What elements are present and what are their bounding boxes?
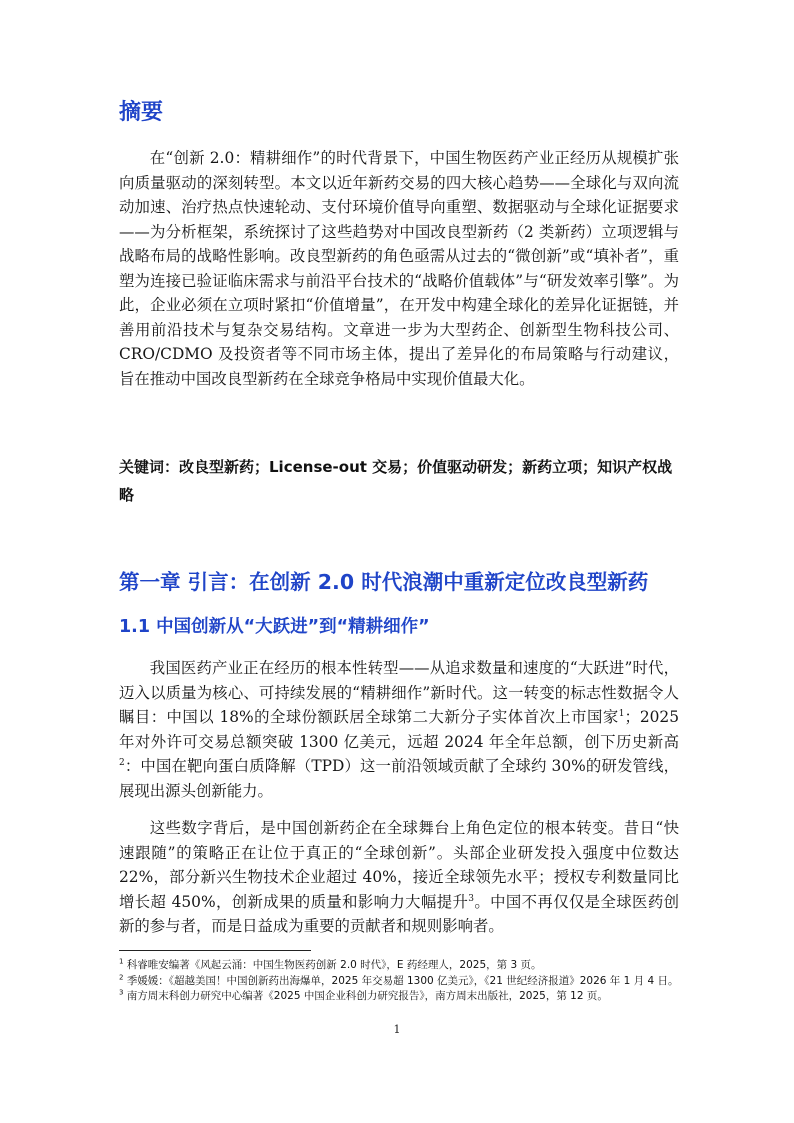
section-paragraph-2 bbox=[119, 816, 679, 939]
paragraph-text: 我国医药产业正在经历的根本性转型——从追求数量和速度的“大跃进”时代，迈入以质量为核心、可持续发展的“精耕细作”新时代。这一转变的标志性数据令人瞩目：中国以 18%的全球份额跃居全球第二大新分子实体首次上市国家 bbox=[119, 659, 679, 726]
footnote-mark: 3 bbox=[119, 988, 124, 997]
footnote-mark: 1 bbox=[119, 957, 124, 966]
footnote-mark: 2 bbox=[119, 973, 124, 981]
footnote-item bbox=[119, 958, 679, 974]
page-number: 1 bbox=[393, 1023, 401, 1036]
footnote-ref[interactable]: 2 bbox=[119, 757, 125, 768]
footnote-ref[interactable]: 3 bbox=[468, 893, 474, 904]
paragraph-text: 。中国不再仅仅是全球医药创新的参与者，而是日益成为重要的贡献者和规则影响者。 bbox=[119, 892, 679, 935]
footnotes bbox=[119, 958, 679, 1005]
footnote-text: 南方周末科创力研究中心编著《2025 中国企业科创力研究报告》，南方周末出版社，2025，第 12 页。 bbox=[126, 990, 608, 1002]
abstract-paragraph: 在“创新 2.0：精耕细作”的时代背景下，中国生物医药产业正经历从规模扩张向质量驱动的深刻转型。本文以近年新药交易的四大核心趋势——全球化与双向流动加速、治疗热点快速轮动、支付环境价值导向重塑、数据驱动与全球化证据要求——为分析框架，系统探讨了这些趋势对中国改良型新药（2 类新药）立项逻辑与战略布局的战略性影响。改良型新药的角色亟需从过去的“微创新”或“填补者”，重塑为连接已验证临床需求与前沿平台技术的“战略价值载体”与“研发效率引擎”。为此，企业必须在立项时紧扣“价值增量”，在开发中构建全球化的差异化证据链，并善用前沿技术与复杂交易结构。文章进一步为大型药企、创新型生物科技公司、CRO/CDMO 及投资者等不同市场主体，提出了差异化的布局策略与行动建议，旨在推动中国改良型新药在全球竞争格局中实现价值最大化。 bbox=[119, 149, 679, 388]
section-heading: 1.1 中国创新从“大跃进”到“精耕细作” bbox=[119, 617, 430, 637]
section-paragraph-1 bbox=[119, 656, 679, 803]
footnote-ref[interactable]: 1 bbox=[618, 708, 625, 719]
paragraph-text: 这些数字背后，是中国创新药企在全球舞台上角色定位的根本转变。昔日“快速跟随”的策略正在让位于真正的“全球创新”。头部企业研发投入强度中位数达 22%，部分新兴生物技术企业超过 40%，接近全球领先水平；授权专利数量同比增长超 450%，创新成果的质量和影响力大幅提升 bbox=[119, 819, 679, 911]
footnote-item bbox=[119, 989, 679, 1005]
keywords-line: 关键词：改良型新药；License-out 交易；价值驱动研发；新药立项；知识产权战略 bbox=[119, 458, 673, 504]
footnote-item bbox=[119, 974, 679, 990]
footnote-divider bbox=[119, 950, 311, 951]
abstract-heading: 摘要 bbox=[119, 100, 164, 125]
paragraph-text: ：中国在靶向蛋白质降解（TPD）这一前沿领域贡献了全球约 30%的研发管线，展现出源头创新能力。 bbox=[119, 757, 679, 800]
footnote-text: 科睿唯安编著《风起云涌：中国生物医药创新 2.0 时代》，E 药经理人，2025，第 3 页。 bbox=[126, 959, 542, 971]
paragraph-text: ；2025 年对外许可交易总额突破 1300 亿美元，远超 2024 年全年总额，创下历史新高 bbox=[119, 708, 679, 751]
footnote-text: 季媛媛：《超越美国！中国创新药出海爆单，2025 年交易超 1300 亿美元》，《21 世纪经济报道》2026 年 1 月 4 日。 bbox=[126, 974, 679, 987]
chapter-heading: 第一章 引言：在创新 2.0 时代浪潮中重新定位改良型新药 bbox=[119, 570, 649, 594]
